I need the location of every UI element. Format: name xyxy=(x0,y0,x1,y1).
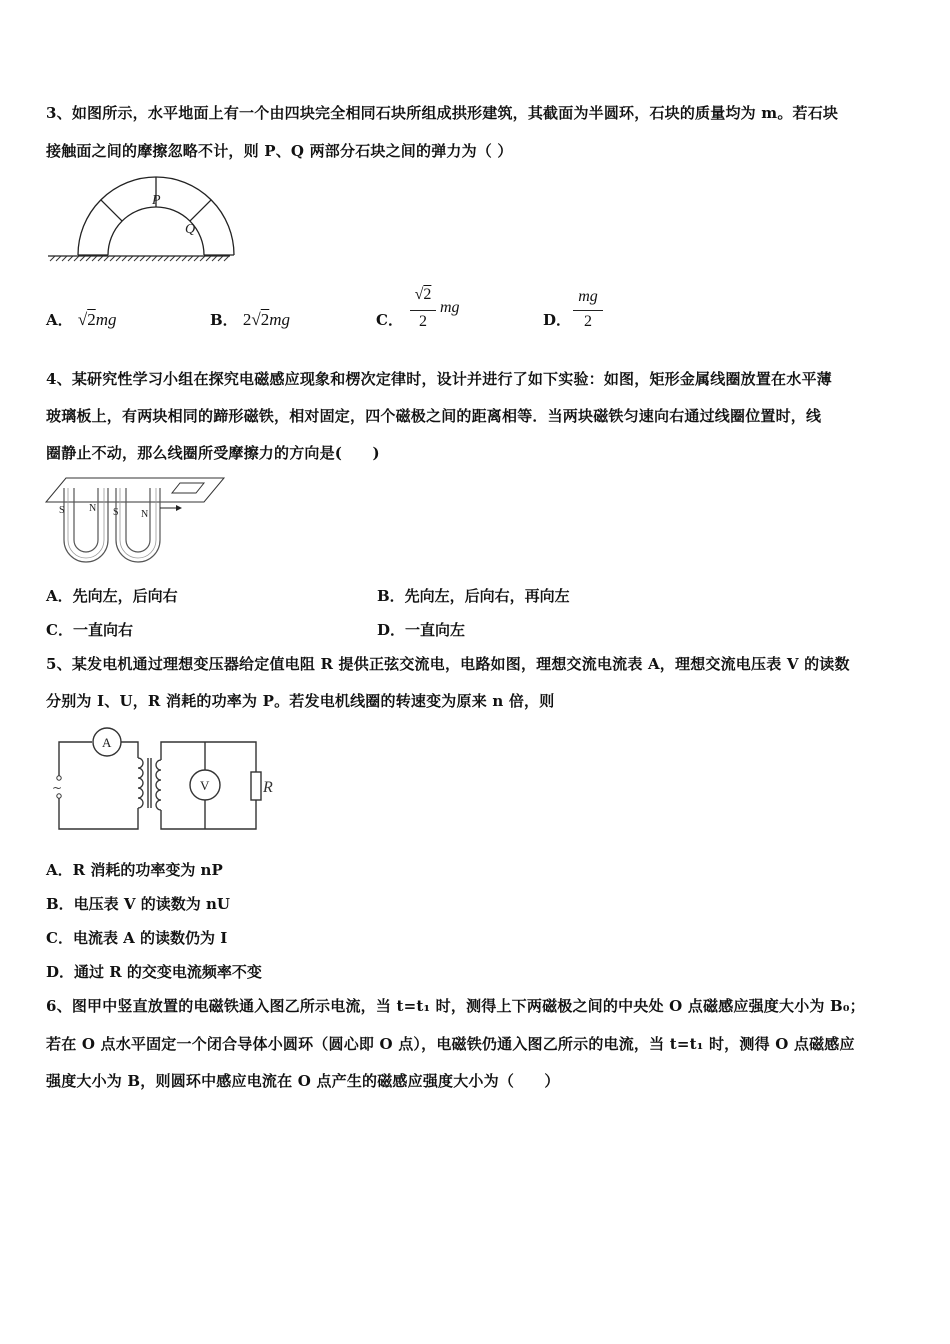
q5-option-c[interactable]: C．电流表 A 的读数仍为 I xyxy=(46,929,228,947)
q5-source-label: ~ xyxy=(52,781,63,795)
q3-option-c-label: C． xyxy=(376,311,403,329)
q3-option-b-label: B． xyxy=(210,311,238,329)
q5-resistor-label: R xyxy=(263,779,273,796)
q4-label-s2: S xyxy=(113,507,119,518)
q3-option-a-label: A． xyxy=(46,311,73,329)
q3-option-c-numerator: √2 xyxy=(414,286,432,303)
q5-voltmeter-label: V xyxy=(200,778,210,793)
q6-text-line1: 6、图甲中竖直放置的电磁铁通入图乙所示电流，当 t=t₁ 时，测得上下两磁极之间的中央处 O 点磁感应强度大小为 B₀； xyxy=(46,997,865,1015)
q3-text-line2: 接触面之间的摩擦忽略不计，则 P、Q 两部分石块之间的弹力为（ ） xyxy=(46,142,513,160)
q4-text-line2: 玻璃板上，有两块相同的蹄形磁铁，相对固定，四个磁极之间的距离相等．当两块磁铁匀速向右通过线圈位置时，线 xyxy=(46,407,822,425)
q4-option-b[interactable]: B．先向左，后向右，再向左 xyxy=(377,587,570,605)
q3-option-d-fraction-bar xyxy=(573,310,603,311)
q5-option-b[interactable]: B．电压表 V 的读数为 nU xyxy=(46,895,230,913)
q3-option-a-expr: √2mg xyxy=(77,310,117,329)
q5-text-line1: 5、某发电机通过理想变压器给定值电阻 R 提供正弦交流电，电路如图，理想交流电流表 A，理想交流电压表 V 的读数 xyxy=(46,655,850,673)
q4-option-d[interactable]: D．一直向左 xyxy=(377,621,466,639)
q5-circuit-figure xyxy=(50,728,290,838)
q4-label-n1: N xyxy=(89,503,97,514)
q5-option-d[interactable]: D．通过 R 的交变电流频率不变 xyxy=(46,963,262,981)
q3-option-c-tail: mg xyxy=(440,299,460,316)
q5-text-line2: 分别为 I、U，R 消耗的功率为 P。若发电机线圈的转速变为原来 n 倍，则 xyxy=(46,692,555,710)
q3-arch-figure xyxy=(44,172,244,262)
q3-option-a[interactable] xyxy=(46,309,117,330)
q3-option-b-expr: 2√2mg xyxy=(242,310,291,329)
q3-option-d[interactable] xyxy=(543,309,571,330)
q3-label-p: P xyxy=(152,193,161,208)
q3-option-d-denominator: 2 xyxy=(584,313,592,330)
q3-label-q: Q xyxy=(185,222,196,237)
q6-text-line2: 若在 O 点水平固定一个闭合导体小圆环（圆心即 O 点），电磁铁仍通入图乙所示的电流，当 t=t₁ 时，测得 O 点磁感应 xyxy=(46,1035,855,1053)
q6-text-line3: 强度大小为 B，则圆环中感应电流在 O 点产生的磁感应强度大小为（ ） xyxy=(46,1072,560,1090)
q4-text-line1: 4、某研究性学习小组在探究电磁感应现象和楞次定律时，设计并进行了如下实验：如图，矩形金属线圈放置在水平薄 xyxy=(46,370,832,388)
q5-option-a[interactable]: A．R 消耗的功率变为 nP xyxy=(46,861,223,879)
q3-option-c[interactable] xyxy=(376,309,403,330)
q4-label-n2: N xyxy=(141,509,149,520)
q3-option-b[interactable] xyxy=(210,309,290,330)
q3-option-c-denominator: 2 xyxy=(419,313,427,330)
q3-option-d-label: D． xyxy=(543,311,572,329)
q5-ammeter-label: A xyxy=(102,735,112,750)
q4-option-a[interactable]: A．先向左，后向右 xyxy=(46,587,178,605)
q4-magnet-figure xyxy=(44,474,234,564)
q4-label-s1: S xyxy=(59,505,65,516)
q3-option-c-fraction-bar xyxy=(410,310,436,311)
q4-option-c[interactable]: C．一直向右 xyxy=(46,621,133,639)
q4-text-line3: 圈静止不动，那么线圈所受摩擦力的方向是( ) xyxy=(46,444,380,462)
q3-option-d-numerator: mg xyxy=(578,288,598,305)
q3-text-line1: 3、如图所示，水平地面上有一个由四块完全相同石块所组成拱形建筑，其截面为半圆环，石块的质量均为 m。若石块 xyxy=(46,104,839,122)
